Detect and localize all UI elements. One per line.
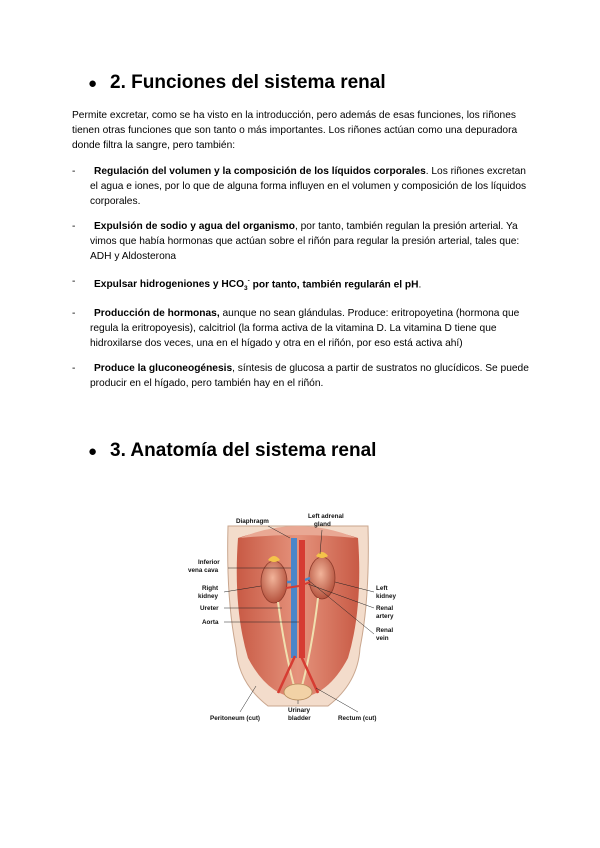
label-renal-vein-2: vein [376, 635, 389, 642]
left-kidney-shape [309, 557, 335, 599]
label-rectum: Rectum (cut) [338, 715, 377, 722]
list-item [72, 274, 534, 296]
heading-bullet: ● [88, 442, 98, 460]
item-lead: Produce la gluconeogénesis [94, 363, 233, 375]
list-dash: - [72, 221, 76, 232]
item-text: . Los riñones excretan el agua e iones, por lo que de alguna forma influyen en el volumen y composición de los líquidos corporales. [90, 166, 527, 207]
item-lead: Expulsión de sodio y agua del organismo [94, 221, 295, 232]
label-peritoneum: Peritoneum (cut) [210, 715, 261, 722]
item-text: , síntesis de glucosa a partir de sustratos no glucídicos. Se puede producir en el hígado, pero también hay en el riñón. [90, 363, 529, 390]
item-lead: Regulación del volumen y la composición de los líquidos corporales [94, 166, 426, 177]
aorta-shape [299, 540, 305, 658]
list-dash: - [72, 363, 76, 375]
subscript: 3 [244, 285, 248, 293]
label-right-kidney: Right [202, 585, 219, 592]
item-text: . [418, 279, 422, 291]
label-bladder-2: bladder [288, 715, 311, 722]
label-ivc: Inferior [198, 559, 220, 566]
item-text: aunque no sean glándulas. Produce: eritropoyetina (hormona que regula la eritropoyesis), calcitriol (la forma activa de la vitamina D. La vitamina D tiene que hidroxilarse dos veces, una en el hígado y otra en el riñón, por eso está activa ahí) [90, 308, 520, 350]
item-lead: Producción de hormonas, [94, 308, 220, 320]
label-ivc-2: vena cava [188, 567, 219, 574]
right-kidney-shape [261, 561, 287, 603]
label-aorta: Aorta [202, 619, 219, 626]
list-item [72, 219, 534, 264]
label-renal-artery: Renal [376, 605, 394, 612]
item-lead-cont: por tanto, también regularán el pH [249, 279, 419, 291]
bladder-shape [284, 684, 312, 700]
label-right-kidney-2: kidney [198, 593, 218, 600]
label-left-kidney: Left [376, 585, 388, 592]
list-dash: - [72, 166, 76, 177]
superscript: - [247, 278, 250, 285]
vena-cava-shape [291, 538, 297, 658]
heading-bullet: ● [88, 74, 98, 92]
label-left-adrenal: Left adrenal [308, 513, 344, 520]
item-text: , por tanto, también regulan la presión arterial. Ya vimos que había hormonas que actúan sobre el riñón para regular la presión arterial, tales que: ADH y Aldosterona [90, 221, 520, 262]
section-2-heading [88, 72, 386, 94]
list-dash: - [72, 276, 76, 287]
list-item [72, 164, 534, 209]
label-diaphragm: Diaphragm [236, 518, 269, 525]
section-3-title: 3. Anatomía del sistema renal [110, 440, 377, 461]
list-item [72, 306, 534, 351]
label-left-adrenal-2: gland [314, 521, 331, 528]
label-renal-artery-2: artery [376, 613, 394, 620]
section-2-title: 2. Funciones del sistema renal [110, 72, 386, 93]
label-bladder: Urinary [288, 707, 311, 714]
renal-anatomy-illustration [188, 508, 398, 726]
label-ureter: Ureter [200, 605, 219, 612]
item-lead: Expulsar hidrogeniones y HCO [94, 279, 245, 291]
list-item [72, 361, 534, 391]
list-dash: - [72, 308, 76, 320]
intro-paragraph: Permite excretar, como se ha visto en la introducción, pero además de esas funciones, los riñones tienen otras funciones que son tanto o más importantes. Los riñones actúan como una depuradora donde filtra la sangre, pero también: [72, 110, 518, 151]
label-renal-vein: Renal [376, 627, 394, 634]
functions-list [72, 164, 534, 401]
section-3-heading [88, 440, 376, 462]
label-left-kidney-2: kidney [376, 593, 396, 600]
